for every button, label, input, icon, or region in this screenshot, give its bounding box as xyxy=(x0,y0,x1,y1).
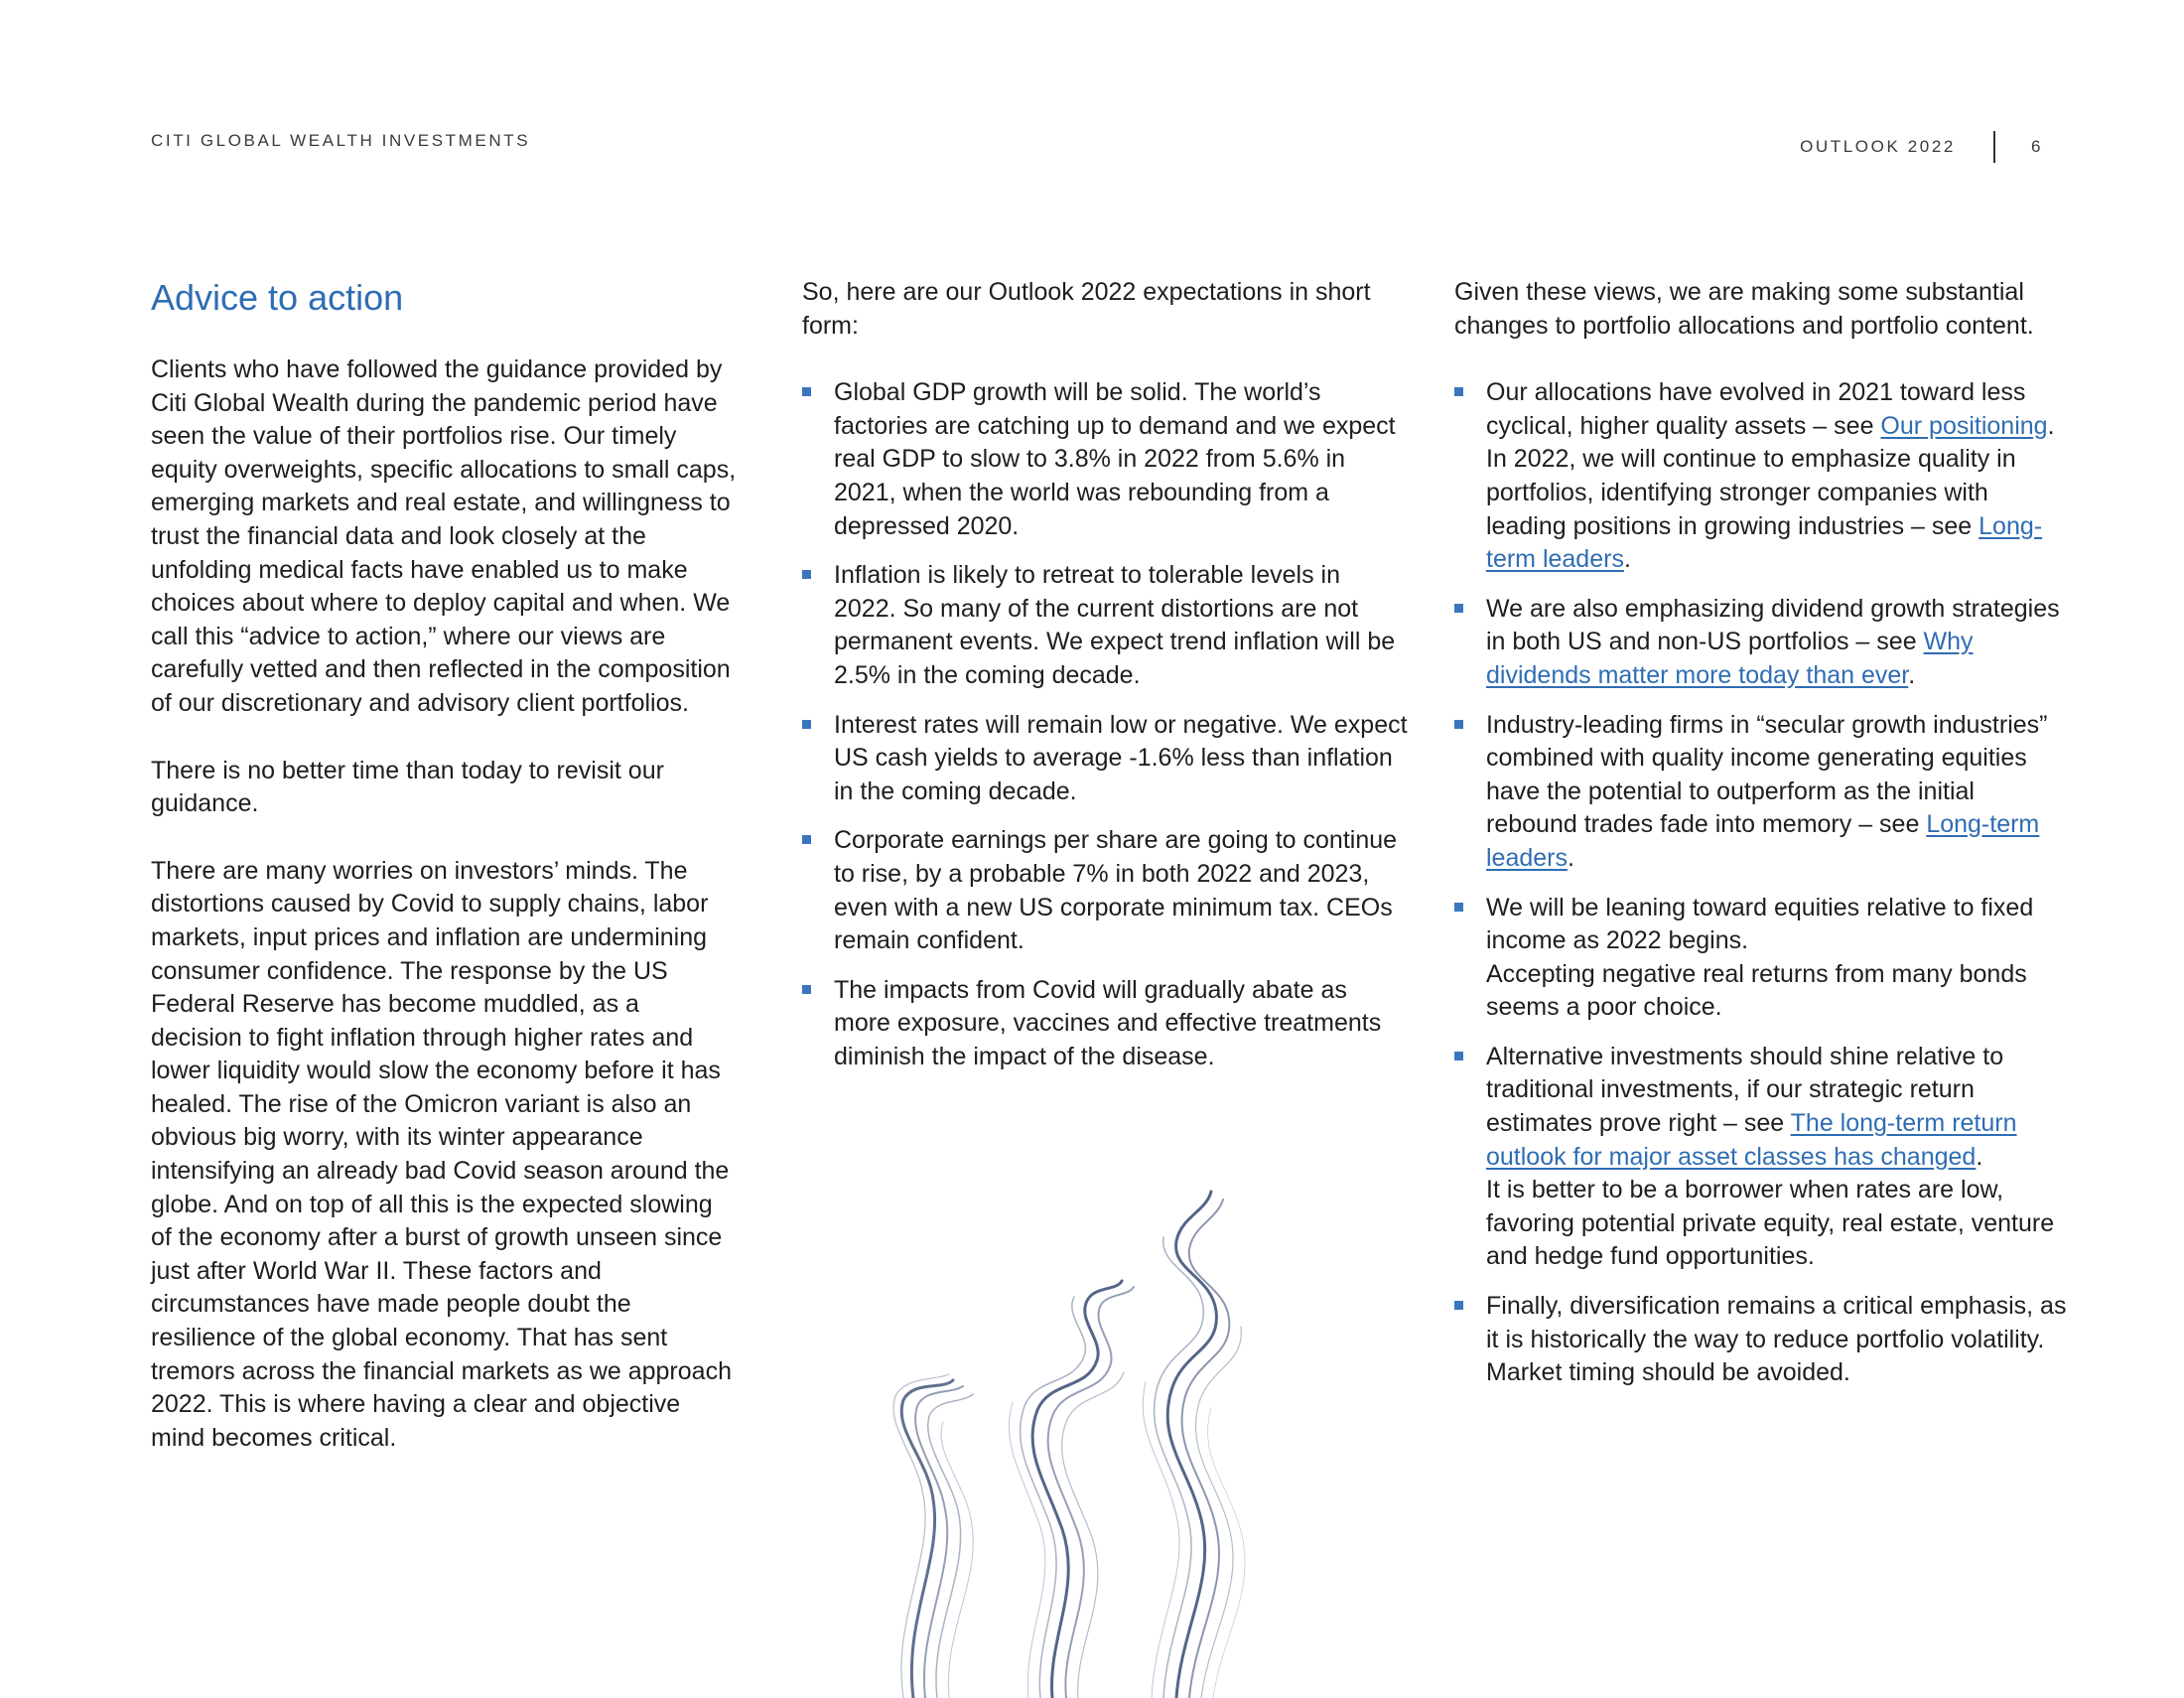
square-bullet-icon xyxy=(1454,720,1463,729)
header-right xyxy=(1800,131,2043,163)
text-span: . xyxy=(1976,1142,1983,1171)
text-span: Alternative investments should shine relative to traditional investments, if our strategic return estimates prove right – see xyxy=(1486,1042,2004,1138)
list-item xyxy=(1454,593,2070,693)
column-expectations xyxy=(802,276,1408,1089)
text-span: . xyxy=(1623,545,1631,574)
decorative-wave-illustration xyxy=(874,1182,1330,1698)
square-bullet-icon xyxy=(1454,1052,1463,1061)
square-bullet-icon xyxy=(802,720,811,729)
publication-title: OUTLOOK 2022 xyxy=(1800,137,1956,156)
list-item-text: Global GDP growth will be solid. The world’s factories are catching up to demand and we expect real GDP to slow to 3.8% in 2022 from 5.6% in 2021, when the world was rebounding from a depressed 2020. xyxy=(834,378,1396,540)
list-item-text: Interest rates will remain low or negative. We expect US cash yields to average -1.6% less than inflation in the coming decade. xyxy=(834,710,1408,805)
list-item xyxy=(802,974,1408,1074)
link-long-term-leaders-2[interactable]: Long-term leaders xyxy=(1486,810,2040,872)
square-bullet-icon xyxy=(1454,604,1463,613)
text-span: Accepting negative real returns from many bonds seems a poor choice. xyxy=(1486,959,2027,1022)
square-bullet-icon xyxy=(1454,903,1463,912)
square-bullet-icon xyxy=(802,985,811,994)
text-span: . In 2022, we will continue to emphasize quality in portfolios, identifying stronger companies with leading positions in growing industries – see xyxy=(1486,411,2055,540)
list-item xyxy=(1454,892,2070,1025)
square-bullet-icon xyxy=(1454,387,1463,396)
link-why-dividends-matter[interactable]: Why dividends matter more today than ever xyxy=(1486,628,1974,689)
wave-strands xyxy=(893,1192,1245,1698)
link-long-term-return-outlook[interactable]: The long-term return outlook for major asset classes has changed xyxy=(1486,1109,2017,1171)
text-span: Our allocations have evolved in 2021 toward less cyclical, higher quality assets – see xyxy=(1486,378,2026,440)
list-item xyxy=(1454,1041,2070,1274)
square-bullet-icon xyxy=(1454,1301,1463,1310)
section-title: Advice to action xyxy=(151,277,404,318)
text-span: We will be leaning toward equities relative to fixed income as 2022 begins. xyxy=(1486,893,2034,955)
square-bullet-icon xyxy=(802,387,811,396)
publisher-label: CITI GLOBAL WEALTH INVESTMENTS xyxy=(151,131,531,150)
expectations-list xyxy=(802,376,1408,1073)
header-divider xyxy=(1993,131,1995,163)
text-span: It is better to be a borrower when rates are low, favoring potential private equity, real estate, venture and hedge fund opportunities. xyxy=(1486,1176,2055,1271)
list-item xyxy=(1454,1290,2070,1390)
square-bullet-icon xyxy=(802,570,811,579)
list-item xyxy=(802,709,1408,809)
list-item-text: Corporate earnings per share are going to continue to rise, by a probable 7% in both 2022 and 2023, even with a new US corporate minimum tax. CEOs remain confident. xyxy=(834,826,1398,955)
list-item xyxy=(802,376,1408,543)
list-item xyxy=(1454,709,2070,876)
paragraph: There are many worries on investors’ minds. The distortions caused by Covid to supply chains, labor markets, input prices and inflation are undermining consumer confidence. The response by the US Federal Reserve has become muddled, as a decision to fight inflation through higher rates and lower liquidity would slow the economy before it has healed. The rise of the Omicron variant is also an obvious big worry, with its winter appearance intensifying an already bad Covid season around the globe. And on top of all this is the expected slowing of the economy after a burst of growth unseen since just after World War II. These factors and circumstances have made people doubt the resilience of the global economy. That has sent tremors across the financial markets as we approach 2022. This is where having a clear and objective mind becomes critical. xyxy=(151,856,732,1452)
list-item xyxy=(1454,376,2070,577)
text-span: Industry-leading firms in “secular growth industries” combined with quality income generating equities have the potential to outperform as the initial rebound trades fade into memory – see xyxy=(1486,710,2048,839)
list-item xyxy=(802,824,1408,957)
square-bullet-icon xyxy=(802,835,811,844)
text-span: We are also emphasizing dividend growth strategies in both US and non-US portfolios – see xyxy=(1486,594,2060,656)
column-changes xyxy=(1454,276,2070,1406)
paragraph: There is no better time than today to revisit our guidance. xyxy=(151,756,664,818)
list-item-text: Finally, diversification remains a critical emphasis, as it is historically the way to reduce portfolio volatility. Market timing should be avoided. xyxy=(1486,1292,2067,1387)
changes-list xyxy=(1454,376,2070,1390)
list-item-text: Inflation is likely to retreat to tolerable levels in 2022. So many of the current distortions are not permanent events. We expect trend inflation will be 2.5% in the coming decade. xyxy=(834,561,1396,689)
text-span: . xyxy=(1568,843,1574,872)
list-item-text: The impacts from Covid will gradually abate as more exposure, vaccines and effective treatments diminish the impact of the disease. xyxy=(834,975,1382,1070)
paragraph: Clients who have followed the guidance provided by Citi Global Wealth during the pandemic period have seen the value of their portfolios rise. Our timely equity overweights, specific allocations to small caps, emerging markets and real estate, and willingness to trust the financial data and look closely at the unfolding medical facts have enabled us to make choices about where to deploy capital and when. We call this “advice to action,” where our views are carefully vetted and then reflected in the composition of our discretionary and advisory client portfolios. xyxy=(151,355,737,717)
list-item xyxy=(802,559,1408,692)
link-our-positioning[interactable]: Our positioning xyxy=(1880,411,2048,440)
expectations-intro: So, here are our Outlook 2022 expectations in short form: xyxy=(802,278,1371,340)
column-advice xyxy=(151,276,737,1488)
page-number: 6 xyxy=(2030,137,2043,156)
changes-intro: Given these views, we are making some substantial changes to portfolio allocations and portfolio content. xyxy=(1454,278,2034,340)
link-long-term-leaders[interactable]: Long-term leaders xyxy=(1486,511,2043,574)
text-span: . xyxy=(1908,660,1916,689)
